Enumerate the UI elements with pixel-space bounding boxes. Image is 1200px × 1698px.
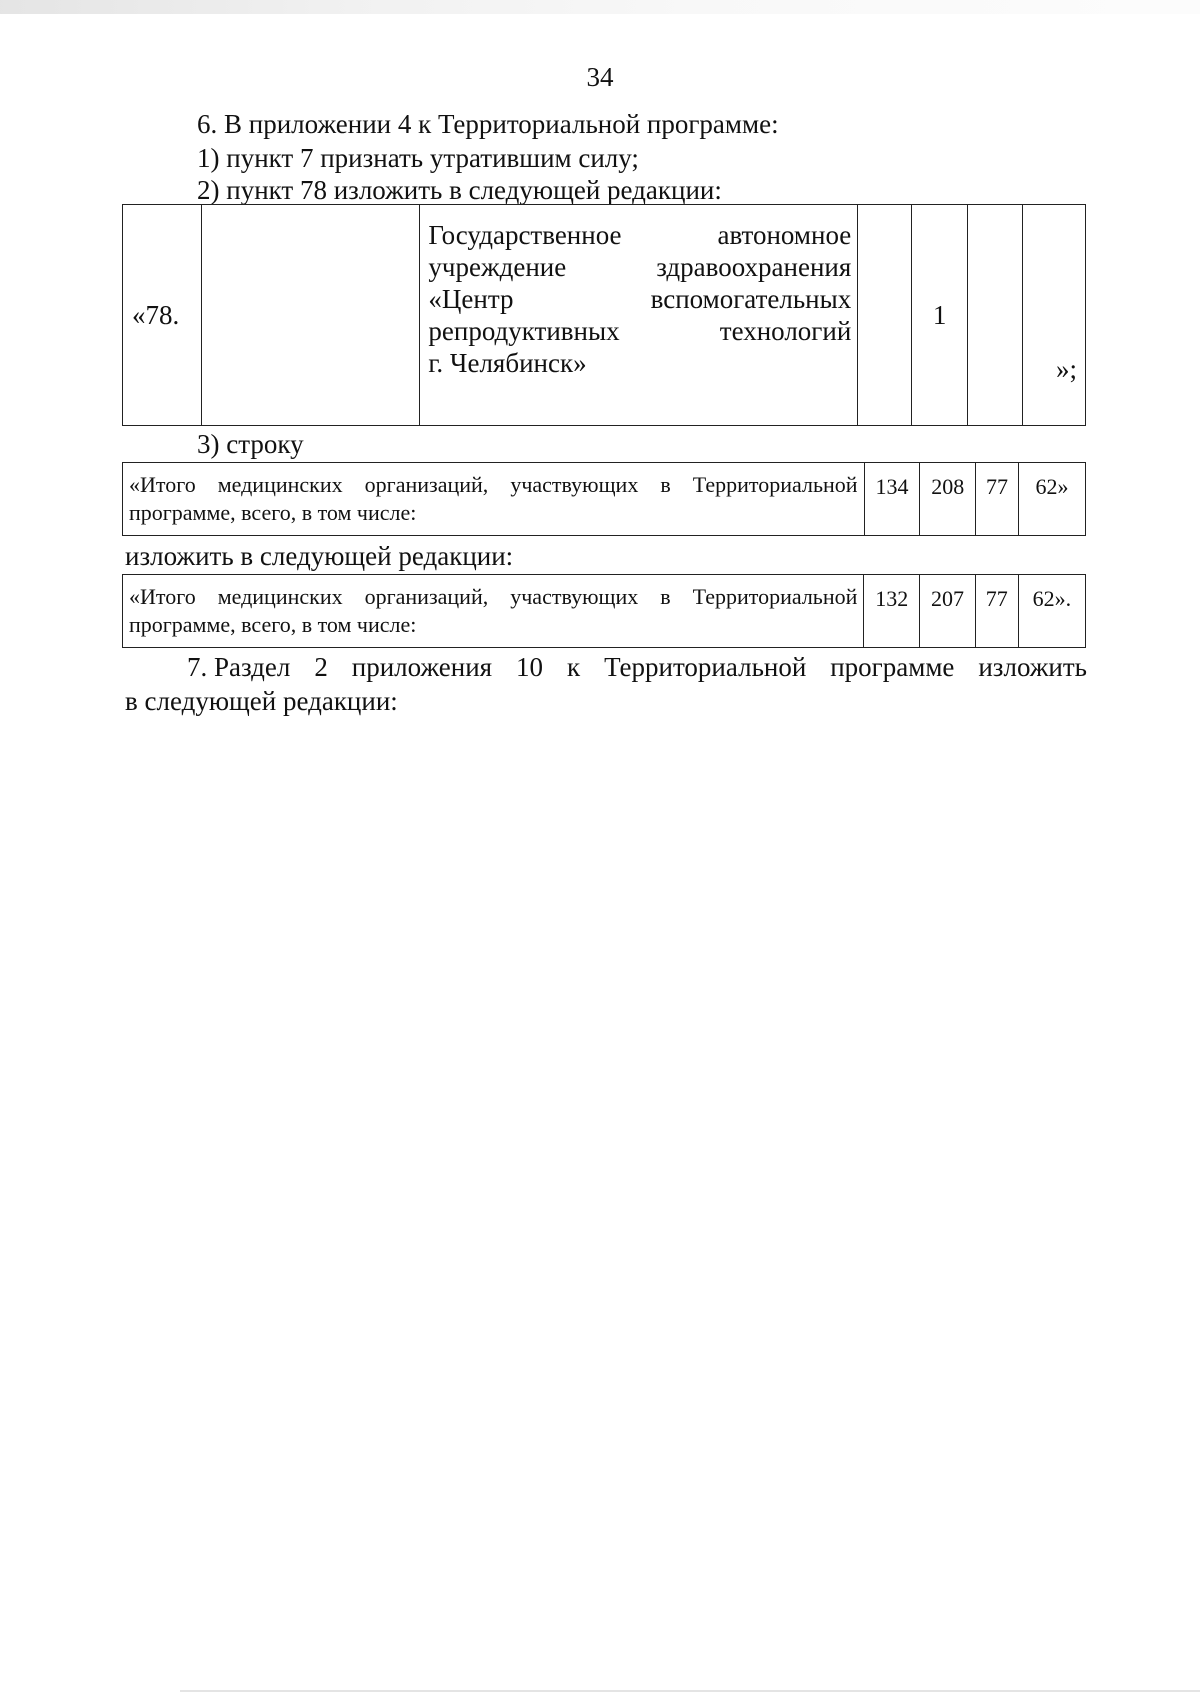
para-word: 10: [516, 652, 544, 682]
row78-number: «78.: [123, 205, 202, 426]
para-word: к: [567, 652, 581, 682]
section6-heading: 6. В приложении 4 к Территориальной программе:: [197, 109, 779, 139]
label-word: организаций,: [364, 472, 489, 497]
new-total-value-1: 132: [864, 575, 920, 648]
section6-item2: 2) пункт 78 изложить в следующей редакции:: [197, 175, 722, 205]
name-word: вспомогательных: [650, 284, 852, 314]
name-line: [428, 347, 851, 379]
row78-value: 1: [912, 205, 968, 426]
new-total-table: [122, 574, 1086, 648]
label-word: медицинских: [217, 584, 343, 609]
name-word: г. Челябинск»: [428, 348, 587, 378]
old-total-value-2: 208: [920, 463, 976, 536]
row78-cell-3: [967, 205, 1022, 426]
new-total-value-4: 62».: [1018, 575, 1085, 648]
label-word: «Итого: [129, 472, 196, 497]
new-total-label: [123, 575, 864, 648]
para-line: [125, 650, 1087, 684]
section7-paragraph: [125, 650, 1087, 718]
table-row: [123, 575, 1086, 648]
row78-table: [122, 204, 1086, 426]
replace-text: изложить в следующей редакции:: [125, 541, 514, 571]
scan-edge-bottom: [180, 1690, 1200, 1692]
page-number: 34: [586, 62, 614, 92]
para-line: в следующей редакции:: [125, 686, 398, 716]
label-word: Территориальной: [692, 584, 858, 609]
label-word: в: [660, 472, 671, 497]
label-word: Территориальной: [692, 472, 858, 497]
row78-empty-cell: [201, 205, 420, 426]
new-total-value-2: 207: [920, 575, 976, 648]
label-word: «Итого: [129, 584, 196, 609]
label-word: участвующих: [510, 584, 639, 609]
para-word: 2: [314, 652, 328, 682]
label-line: [129, 583, 857, 611]
label-word: в: [660, 584, 671, 609]
label-word: медицинских: [217, 472, 343, 497]
old-total-table: [122, 462, 1086, 536]
name-line: [428, 251, 851, 283]
name-line: [428, 219, 851, 251]
name-word: Государственное: [428, 220, 622, 250]
para-word: Территориальной: [604, 652, 807, 682]
name-line: [428, 283, 851, 315]
para-word: программе: [830, 652, 955, 682]
name-word: автономное: [717, 220, 852, 250]
label-line: [129, 471, 858, 499]
table-row: [123, 205, 1086, 426]
table-row: [123, 463, 1086, 536]
para-word: изложить: [978, 652, 1087, 682]
new-total-value-3: 77: [975, 575, 1018, 648]
old-total-value-3: 77: [976, 463, 1019, 536]
name-line: [428, 315, 851, 347]
row78-closing-quote: »;: [1022, 205, 1085, 426]
name-word: репродуктивных: [428, 316, 620, 346]
name-word: «Центр: [428, 284, 514, 314]
label-word: участвующих: [510, 472, 639, 497]
label-word: организаций,: [364, 584, 489, 609]
name-word: технологий: [719, 316, 852, 346]
para-word: приложения: [351, 652, 493, 682]
section6-item1: 1) пункт 7 признать утратившим силу;: [197, 143, 639, 173]
label-line: программе, всего, в том числе:: [129, 612, 417, 637]
old-total-label: [123, 463, 865, 536]
old-total-value-1: 134: [864, 463, 920, 536]
old-total-value-4: 62»: [1018, 463, 1085, 536]
para-word: 7. Раздел: [187, 652, 291, 682]
scan-edge-top: [0, 0, 1200, 14]
row78-cell-1: [858, 205, 912, 426]
item3-label: 3) строку: [197, 429, 304, 459]
label-line: программе, всего, в том числе:: [129, 500, 417, 525]
name-word: учреждение: [428, 252, 567, 282]
name-word: здравоохранения: [656, 252, 852, 282]
row78-organization-name: [420, 205, 858, 426]
